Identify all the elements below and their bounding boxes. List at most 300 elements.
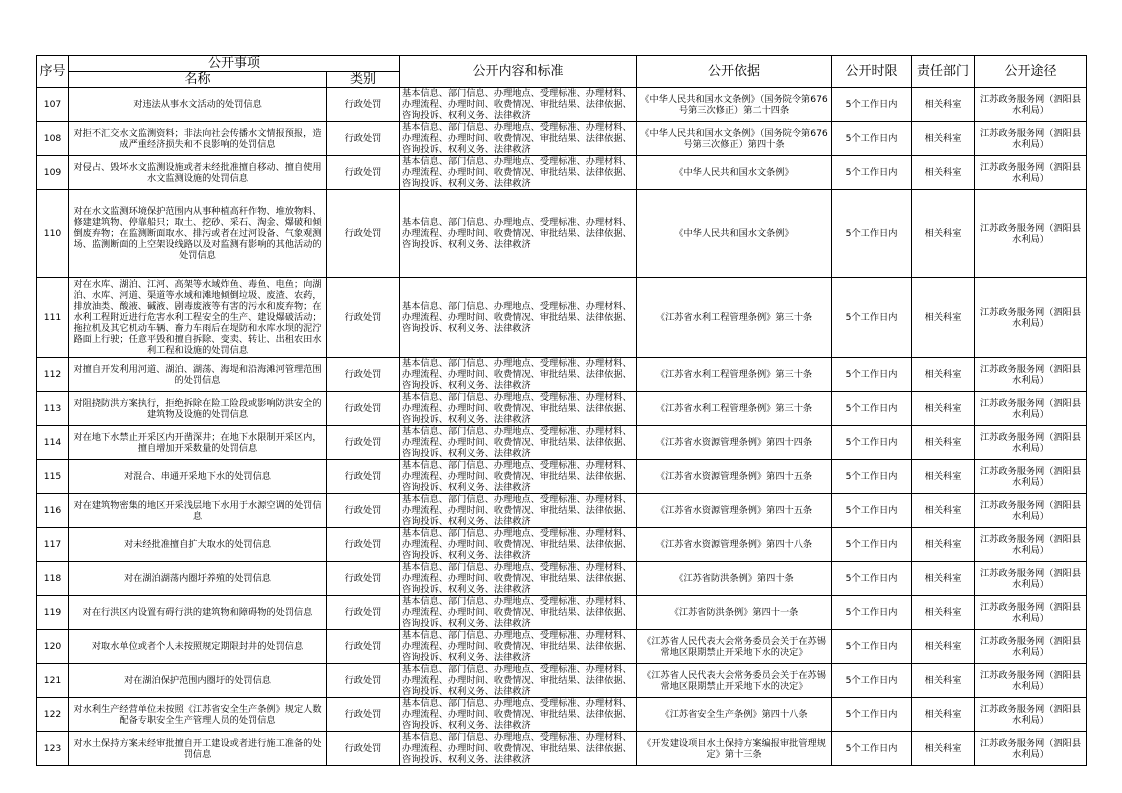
cell-seq-text: 121 (43, 675, 62, 686)
cell-content (400, 596, 637, 630)
cell-name (69, 528, 327, 562)
cell-name (69, 122, 327, 156)
cell-department-text: 相关科室 (924, 437, 962, 448)
cell-department-text: 相关科室 (924, 709, 962, 720)
cell-seq-text: 112 (43, 369, 62, 380)
cell-seq (37, 732, 69, 766)
cell-category-text: 行政处罚 (344, 539, 382, 550)
cell-name-text: 对未经批准擅自扩大取水的处罚信息 (124, 539, 271, 550)
cell-name-text: 对违法从事水文活动的处罚信息 (133, 99, 262, 110)
cell-department-text: 相关科室 (924, 99, 962, 110)
cell-name-text: 对在湖泊湖荡内圈圩养殖的处罚信息 (124, 573, 271, 584)
table-row (37, 698, 1087, 732)
cell-department (912, 596, 975, 630)
cell-channel-text: 江苏政务服务网（泗阳县水利局） (979, 397, 1082, 420)
cell-department-text: 相关科室 (924, 403, 962, 414)
cell-channel (975, 392, 1087, 426)
cell-name-text: 对侵占、毁坏水文监测设施或者未经批准擅自移动、擅自使用水文监测设施的处罚信息 (73, 161, 322, 184)
cell-channel (975, 528, 1087, 562)
cell-basis (637, 494, 832, 528)
cell-time-limit-text: 5个工作日内 (845, 133, 898, 144)
cell-seq-text: 118 (43, 573, 62, 584)
cell-seq (37, 156, 69, 190)
cell-category-text: 行政处罚 (344, 437, 382, 448)
cell-channel-text: 江苏政务服务网（泗阳县水利局） (979, 127, 1082, 150)
cell-channel-text: 江苏政务服务网（泗阳县水利局） (979, 533, 1082, 556)
cell-category (327, 596, 400, 630)
cell-category (327, 630, 400, 664)
cell-department-text: 相关科室 (924, 369, 962, 380)
cell-department (912, 156, 975, 190)
cell-content-text: 基本信息、部门信息、办理地点、受理标准、办理材料、办理流程、办理时间、收费情况、审批结果、法律依据、咨询投诉、权利义务、法律救济 (402, 732, 632, 765)
cell-department (912, 732, 975, 766)
cell-department (912, 88, 975, 122)
cell-name (69, 732, 327, 766)
cell-channel (975, 278, 1087, 358)
cell-department (912, 122, 975, 156)
cell-basis (637, 528, 832, 562)
cell-channel (975, 494, 1087, 528)
cell-time-limit (832, 156, 912, 190)
cell-category (327, 698, 400, 732)
cell-seq-text: 116 (43, 505, 62, 516)
cell-name-text: 对在行洪区内设置有碍行洪的建筑物和障碍物的处罚信息 (82, 607, 313, 618)
cell-basis (637, 278, 832, 358)
cell-department (912, 426, 975, 460)
cell-name-text: 对在湖泊保护范围内圈圩的处罚信息 (124, 675, 271, 686)
cell-channel (975, 88, 1087, 122)
cell-name-text: 对在建筑物密集的地区开采浅层地下水用于水源空调的处罚信息 (73, 499, 322, 522)
cell-seq-text: 113 (43, 403, 62, 414)
cell-name-text: 对在水库、湖泊、江河、高架等水域炸鱼、毒鱼、电鱼；向湖泊、水库、河道、渠道等水域和滩地倾倒垃圾、废渣、农药，排放油类、酸液、碱液、剧毒废液等有害的污水和废弃物；在水利工程附近进行危害水利工程安全的生产、建设爆破活动；拖拉机及其它机动车辆、畜力车雨后在堤防和水库水坝的泥泞路面上行驶；任意平毁和擅自拆除、变卖、转让、出租农田水利工程和设施的处罚信息 (73, 279, 322, 356)
cell-time-limit-text: 5个工作日内 (845, 539, 898, 550)
cell-seq-text: 114 (43, 437, 62, 448)
cell-content (400, 698, 637, 732)
cell-basis-text: 《江苏省水资源管理条例》第四十五条 (655, 505, 813, 516)
table-row (37, 528, 1087, 562)
cell-content-text: 基本信息、部门信息、办理地点、受理标准、办理材料、办理流程、办理时间、收费情况、审批结果、法律依据、咨询投诉、权利义务、法律救济 (402, 698, 632, 731)
cell-seq-text: 110 (43, 228, 62, 239)
cell-basis (637, 664, 832, 698)
cell-content-text: 基本信息、部门信息、办理地点、受理标准、办理材料、办理流程、办理时间、收费情况、审批结果、法律依据、咨询投诉、权利义务、法律救济 (402, 426, 632, 459)
cell-content (400, 190, 637, 278)
cell-channel-text: 江苏政务服务网（泗阳县水利局） (979, 93, 1082, 116)
table-row (37, 190, 1087, 278)
cell-category (327, 562, 400, 596)
cell-time-limit (832, 278, 912, 358)
cell-department (912, 190, 975, 278)
cell-basis (637, 630, 832, 664)
cell-time-limit (832, 460, 912, 494)
cell-basis-text: 《江苏省水利工程管理条例》第三十条 (655, 369, 813, 380)
cell-category-text: 行政处罚 (344, 99, 382, 110)
cell-basis-text: 《开发建设项目水土保持方案编报审批管理规定》第十三条 (642, 737, 826, 760)
cell-time-limit (832, 562, 912, 596)
header-basis: 公开依据 (637, 56, 832, 88)
cell-basis (637, 156, 832, 190)
cell-seq-text: 109 (43, 167, 62, 178)
cell-time-limit-text: 5个工作日内 (845, 743, 898, 754)
cell-content (400, 494, 637, 528)
cell-basis-text: 《江苏省水利工程管理条例》第三十条 (655, 312, 813, 323)
cell-department (912, 358, 975, 392)
cell-seq (37, 358, 69, 392)
cell-time-limit-text: 5个工作日内 (845, 505, 898, 516)
cell-channel-text: 江苏政务服务网（泗阳县水利局） (979, 499, 1082, 522)
cell-name (69, 460, 327, 494)
cell-basis (637, 562, 832, 596)
header-public-item: 公开事项 (69, 56, 400, 72)
cell-department-text: 相关科室 (924, 641, 962, 652)
cell-basis-text: 《中华人民共和国水文条例》（国务院令第676号第三次修正）第四十条 (640, 127, 828, 150)
cell-category (327, 156, 400, 190)
cell-time-limit-text: 5个工作日内 (845, 573, 898, 584)
cell-name-text: 对取水单位或者个人未按照规定期限封井的处罚信息 (91, 641, 304, 652)
cell-channel (975, 664, 1087, 698)
cell-basis (637, 190, 832, 278)
cell-category-text: 行政处罚 (344, 312, 382, 323)
cell-department (912, 562, 975, 596)
cell-channel (975, 426, 1087, 460)
cell-content-text: 基本信息、部门信息、办理地点、受理标准、办理材料、办理流程、办理时间、收费情况、审批结果、法律依据、咨询投诉、权利义务、法律救济 (402, 392, 632, 425)
cell-time-limit-text: 5个工作日内 (845, 709, 898, 720)
cell-channel-text: 江苏政务服务网（泗阳县水利局） (979, 465, 1082, 488)
cell-time-limit (832, 596, 912, 630)
cell-content (400, 278, 637, 358)
cell-basis-text: 《江苏省人民代表大会常务委员会关于在苏锡常地区限期禁止开采地下水的决定》 (642, 669, 826, 692)
cell-department-text: 相关科室 (924, 471, 962, 482)
cell-content-text: 基本信息、部门信息、办理地点、受理标准、办理材料、办理流程、办理时间、收费情况、审批结果、法律依据、咨询投诉、权利义务、法律救济 (402, 217, 632, 250)
cell-time-limit (832, 664, 912, 698)
cell-department (912, 278, 975, 358)
cell-content (400, 358, 637, 392)
cell-channel-text: 江苏政务服务网（泗阳县水利局） (979, 601, 1082, 624)
cell-category-text: 行政处罚 (344, 167, 382, 178)
cell-name (69, 596, 327, 630)
cell-time-limit (832, 358, 912, 392)
cell-content-text: 基本信息、部门信息、办理地点、受理标准、办理材料、办理流程、办理时间、收费情况、审批结果、法律依据、咨询投诉、权利义务、法律救济 (402, 494, 632, 527)
cell-time-limit-text: 5个工作日内 (845, 471, 898, 482)
disclosure-table (36, 55, 1087, 766)
cell-department-text: 相关科室 (924, 167, 962, 178)
cell-name (69, 426, 327, 460)
header-category: 类别 (327, 72, 400, 88)
cell-name (69, 494, 327, 528)
cell-channel (975, 596, 1087, 630)
cell-seq (37, 190, 69, 278)
cell-category-text: 行政处罚 (344, 709, 382, 720)
cell-content (400, 732, 637, 766)
cell-seq (37, 664, 69, 698)
header-department: 责任部门 (912, 56, 975, 88)
cell-time-limit-text: 5个工作日内 (845, 403, 898, 414)
cell-basis (637, 392, 832, 426)
cell-content-text: 基本信息、部门信息、办理地点、受理标准、办理材料、办理流程、办理时间、收费情况、审批结果、法律依据、咨询投诉、权利义务、法律救济 (402, 122, 632, 155)
cell-channel-text: 江苏政务服务网（泗阳县水利局） (979, 431, 1082, 454)
cell-seq (37, 392, 69, 426)
table-row (37, 596, 1087, 630)
cell-channel-text: 江苏政务服务网（泗阳县水利局） (979, 161, 1082, 184)
cell-time-limit-text: 5个工作日内 (845, 369, 898, 380)
cell-basis (637, 698, 832, 732)
cell-content-text: 基本信息、部门信息、办理地点、受理标准、办理材料、办理流程、办理时间、收费情况、审批结果、法律依据、咨询投诉、权利义务、法律救济 (402, 630, 632, 663)
cell-seq-text: 120 (43, 641, 62, 652)
cell-name (69, 562, 327, 596)
cell-channel (975, 698, 1087, 732)
cell-department-text: 相关科室 (924, 573, 962, 584)
cell-category-text: 行政处罚 (344, 607, 382, 618)
cell-seq-text: 122 (43, 709, 62, 720)
cell-name (69, 156, 327, 190)
cell-time-limit (832, 88, 912, 122)
table-row (37, 732, 1087, 766)
cell-time-limit (832, 630, 912, 664)
cell-time-limit-text: 5个工作日内 (845, 607, 898, 618)
cell-content (400, 630, 637, 664)
cell-seq (37, 698, 69, 732)
cell-basis (637, 596, 832, 630)
table-row (37, 122, 1087, 156)
cell-category (327, 460, 400, 494)
table-row (37, 278, 1087, 358)
table-row (37, 392, 1087, 426)
header-seq: 序号 (37, 56, 69, 88)
cell-channel (975, 190, 1087, 278)
cell-name-text: 对擅自开发利用河道、湖泊、湖荡、海堤和沿海滩河管理范围的处罚信息 (73, 363, 322, 386)
cell-seq (37, 122, 69, 156)
cell-channel-text: 江苏政务服务网（泗阳县水利局） (979, 306, 1082, 329)
cell-content (400, 664, 637, 698)
cell-channel-text: 江苏政务服务网（泗阳县水利局） (979, 567, 1082, 590)
cell-department (912, 528, 975, 562)
cell-time-limit-text: 5个工作日内 (845, 167, 898, 178)
cell-category-text: 行政处罚 (344, 369, 382, 380)
header-channel: 公开途径 (975, 56, 1087, 88)
table-row (37, 664, 1087, 698)
cell-name (69, 664, 327, 698)
cell-content-text: 基本信息、部门信息、办理地点、受理标准、办理材料、办理流程、办理时间、收费情况、审批结果、法律依据、咨询投诉、权利义务、法律救济 (402, 88, 632, 121)
cell-channel-text: 江苏政务服务网（泗阳县水利局） (979, 363, 1082, 386)
cell-channel (975, 122, 1087, 156)
table-row (37, 460, 1087, 494)
table-row (37, 630, 1087, 664)
header-time-limit: 公开时限 (832, 56, 912, 88)
cell-category-text: 行政处罚 (344, 228, 382, 239)
cell-time-limit-text: 5个工作日内 (845, 228, 898, 239)
cell-time-limit (832, 698, 912, 732)
cell-content (400, 528, 637, 562)
cell-content (400, 562, 637, 596)
cell-seq-text: 111 (43, 312, 62, 323)
cell-category (327, 358, 400, 392)
cell-name-text: 对阻挠防洪方案执行，拒绝拆除在险工险段或影响防洪安全的建筑物及设施的处罚信息 (73, 397, 322, 420)
cell-content (400, 122, 637, 156)
cell-basis-text: 《中华人民共和国水文条例》（国务院令第676号第三次修正）第二十四条 (640, 93, 828, 116)
table-row (37, 426, 1087, 460)
cell-basis (637, 122, 832, 156)
cell-basis-text: 《江苏省水资源管理条例》第四十四条 (655, 437, 813, 448)
cell-content-text: 基本信息、部门信息、办理地点、受理标准、办理材料、办理流程、办理时间、收费情况、审批结果、法律依据、咨询投诉、权利义务、法律救济 (402, 562, 632, 595)
cell-department-text: 相关科室 (924, 675, 962, 686)
cell-name (69, 88, 327, 122)
cell-category-text: 行政处罚 (344, 505, 382, 516)
cell-time-limit (832, 426, 912, 460)
cell-category-text: 行政处罚 (344, 641, 382, 652)
cell-department-text: 相关科室 (924, 228, 962, 239)
cell-seq (37, 630, 69, 664)
cell-content-text: 基本信息、部门信息、办理地点、受理标准、办理材料、办理流程、办理时间、收费情况、审批结果、法律依据、咨询投诉、权利义务、法律救济 (402, 664, 632, 697)
cell-seq-text: 107 (43, 99, 62, 110)
header-name: 名称 (69, 72, 327, 88)
cell-category (327, 494, 400, 528)
table-row (37, 358, 1087, 392)
cell-basis-text: 《江苏省安全生产条例》第四十八条 (660, 709, 808, 720)
cell-category (327, 664, 400, 698)
cell-category (327, 392, 400, 426)
cell-time-limit-text: 5个工作日内 (845, 641, 898, 652)
cell-department (912, 664, 975, 698)
table-header (37, 56, 1087, 88)
cell-basis-text: 《江苏省水资源管理条例》第四十五条 (655, 471, 813, 482)
cell-department (912, 460, 975, 494)
cell-channel-text: 江苏政务服务网（泗阳县水利局） (979, 669, 1082, 692)
cell-basis (637, 88, 832, 122)
cell-name (69, 630, 327, 664)
cell-content-text: 基本信息、部门信息、办理地点、受理标准、办理材料、办理流程、办理时间、收费情况、审批结果、法律依据、咨询投诉、权利义务、法律救济 (402, 596, 632, 629)
cell-time-limit (832, 528, 912, 562)
cell-seq (37, 596, 69, 630)
cell-department-text: 相关科室 (924, 539, 962, 550)
cell-seq (37, 460, 69, 494)
cell-category-text: 行政处罚 (344, 133, 382, 144)
cell-content-text: 基本信息、部门信息、办理地点、受理标准、办理材料、办理流程、办理时间、收费情况、审批结果、法律依据、咨询投诉、权利义务、法律救济 (402, 358, 632, 391)
cell-name-text: 对在地下水禁止开采区内开凿深井；在地下水限制开采区内，擅自增加开采数量的处罚信息 (73, 431, 322, 454)
cell-name (69, 358, 327, 392)
cell-channel-text: 江苏政务服务网（泗阳县水利局） (979, 703, 1082, 726)
cell-category-text: 行政处罚 (344, 403, 382, 414)
cell-name-text: 对混合、串通开采地下水的处罚信息 (124, 471, 271, 482)
cell-basis-text: 《江苏省水利工程管理条例》第三十条 (655, 403, 813, 414)
cell-channel (975, 732, 1087, 766)
header-content: 公开内容和标准 (400, 56, 637, 88)
cell-channel (975, 562, 1087, 596)
cell-basis-text: 《江苏省防洪条例》第四十条 (674, 573, 794, 584)
cell-basis-text: 《中华人民共和国水文条例》 (674, 228, 794, 239)
cell-content-text: 基本信息、部门信息、办理地点、受理标准、办理材料、办理流程、办理时间、收费情况、审批结果、法律依据、咨询投诉、权利义务、法律救济 (402, 528, 632, 561)
cell-seq (37, 528, 69, 562)
cell-category (327, 528, 400, 562)
table-row (37, 494, 1087, 528)
cell-seq-text: 123 (43, 743, 62, 754)
cell-time-limit (832, 732, 912, 766)
cell-time-limit (832, 494, 912, 528)
cell-name-text: 对拒不汇交水文监测资料；非法向社会传播水文情报预报，造成严重经济损失和不良影响的处罚信息 (73, 127, 322, 150)
cell-time-limit (832, 392, 912, 426)
cell-name-text: 对水利生产经营单位未按照《江苏省安全生产条例》规定人数配备专职安全生产管理人员的处罚信息 (73, 703, 322, 726)
cell-seq (37, 426, 69, 460)
cell-seq-text: 108 (43, 133, 62, 144)
cell-department-text: 相关科室 (924, 133, 962, 144)
cell-channel-text: 江苏政务服务网（泗阳县水利局） (979, 737, 1082, 760)
cell-department-text: 相关科室 (924, 607, 962, 618)
cell-category (327, 122, 400, 156)
table-row (37, 156, 1087, 190)
cell-seq-text: 119 (43, 607, 62, 618)
cell-category-text: 行政处罚 (344, 743, 382, 754)
cell-category (327, 732, 400, 766)
cell-content (400, 156, 637, 190)
cell-content-text: 基本信息、部门信息、办理地点、受理标准、办理材料、办理流程、办理时间、收费情况、审批结果、法律依据、咨询投诉、权利义务、法律救济 (402, 301, 632, 334)
cell-category (327, 278, 400, 358)
cell-channel-text: 江苏政务服务网（泗阳县水利局） (979, 635, 1082, 658)
cell-time-limit-text: 5个工作日内 (845, 312, 898, 323)
cell-name (69, 698, 327, 732)
cell-content-text: 基本信息、部门信息、办理地点、受理标准、办理材料、办理流程、办理时间、收费情况、审批结果、法律依据、咨询投诉、权利义务、法律救济 (402, 156, 632, 189)
cell-seq (37, 562, 69, 596)
cell-seq-text: 115 (43, 471, 62, 482)
cell-department (912, 494, 975, 528)
cell-category (327, 88, 400, 122)
cell-time-limit (832, 122, 912, 156)
cell-basis (637, 426, 832, 460)
cell-channel (975, 630, 1087, 664)
cell-seq-text: 117 (43, 539, 62, 550)
cell-department-text: 相关科室 (924, 505, 962, 516)
cell-category (327, 190, 400, 278)
cell-department-text: 相关科室 (924, 312, 962, 323)
cell-basis-text: 《江苏省人民代表大会常务委员会关于在苏锡常地区限期禁止开采地下水的决定》 (642, 635, 826, 658)
cell-seq (37, 278, 69, 358)
cell-category (327, 426, 400, 460)
cell-basis-text: 《江苏省水资源管理条例》第四十八条 (655, 539, 813, 550)
cell-name (69, 392, 327, 426)
cell-name-text: 对在水文监测环境保护范围内从事种植高秆作物、堆放物料、修建建筑物、停靠船只；取土、挖砂、采石、淘金、爆破和倾倒废弃物；在监测断面取水、排污或者在过河设备、气象观测场、监测断面的上空架设线路以及对监测有影响的其他活动的处罚信息 (73, 206, 322, 261)
cell-channel (975, 156, 1087, 190)
cell-category-text: 行政处罚 (344, 573, 382, 584)
cell-channel (975, 460, 1087, 494)
cell-channel (975, 358, 1087, 392)
cell-channel-text: 江苏政务服务网（泗阳县水利局） (979, 222, 1082, 245)
cell-category-text: 行政处罚 (344, 471, 382, 482)
cell-name-text: 对水土保持方案未经审批擅自开工建设或者进行施工准备的处罚信息 (73, 737, 322, 760)
cell-time-limit-text: 5个工作日内 (845, 437, 898, 448)
cell-time-limit-text: 5个工作日内 (845, 675, 898, 686)
cell-time-limit-text: 5个工作日内 (845, 99, 898, 110)
cell-content (400, 426, 637, 460)
cell-name (69, 278, 327, 358)
cell-department (912, 392, 975, 426)
cell-basis-text: 《中华人民共和国水文条例》 (674, 167, 794, 178)
cell-name (69, 190, 327, 278)
table-row (37, 562, 1087, 596)
cell-department (912, 630, 975, 664)
cell-seq (37, 88, 69, 122)
cell-category-text: 行政处罚 (344, 675, 382, 686)
table-row (37, 88, 1087, 122)
cell-content (400, 392, 637, 426)
cell-basis (637, 460, 832, 494)
cell-basis (637, 358, 832, 392)
table-body (37, 88, 1087, 766)
cell-department (912, 698, 975, 732)
cell-content-text: 基本信息、部门信息、办理地点、受理标准、办理材料、办理流程、办理时间、收费情况、审批结果、法律依据、咨询投诉、权利义务、法律救济 (402, 460, 632, 493)
cell-time-limit (832, 190, 912, 278)
cell-content (400, 460, 637, 494)
cell-seq (37, 494, 69, 528)
cell-basis (637, 732, 832, 766)
cell-content (400, 88, 637, 122)
cell-basis-text: 《江苏省防洪条例》第四十一条 (669, 607, 799, 618)
